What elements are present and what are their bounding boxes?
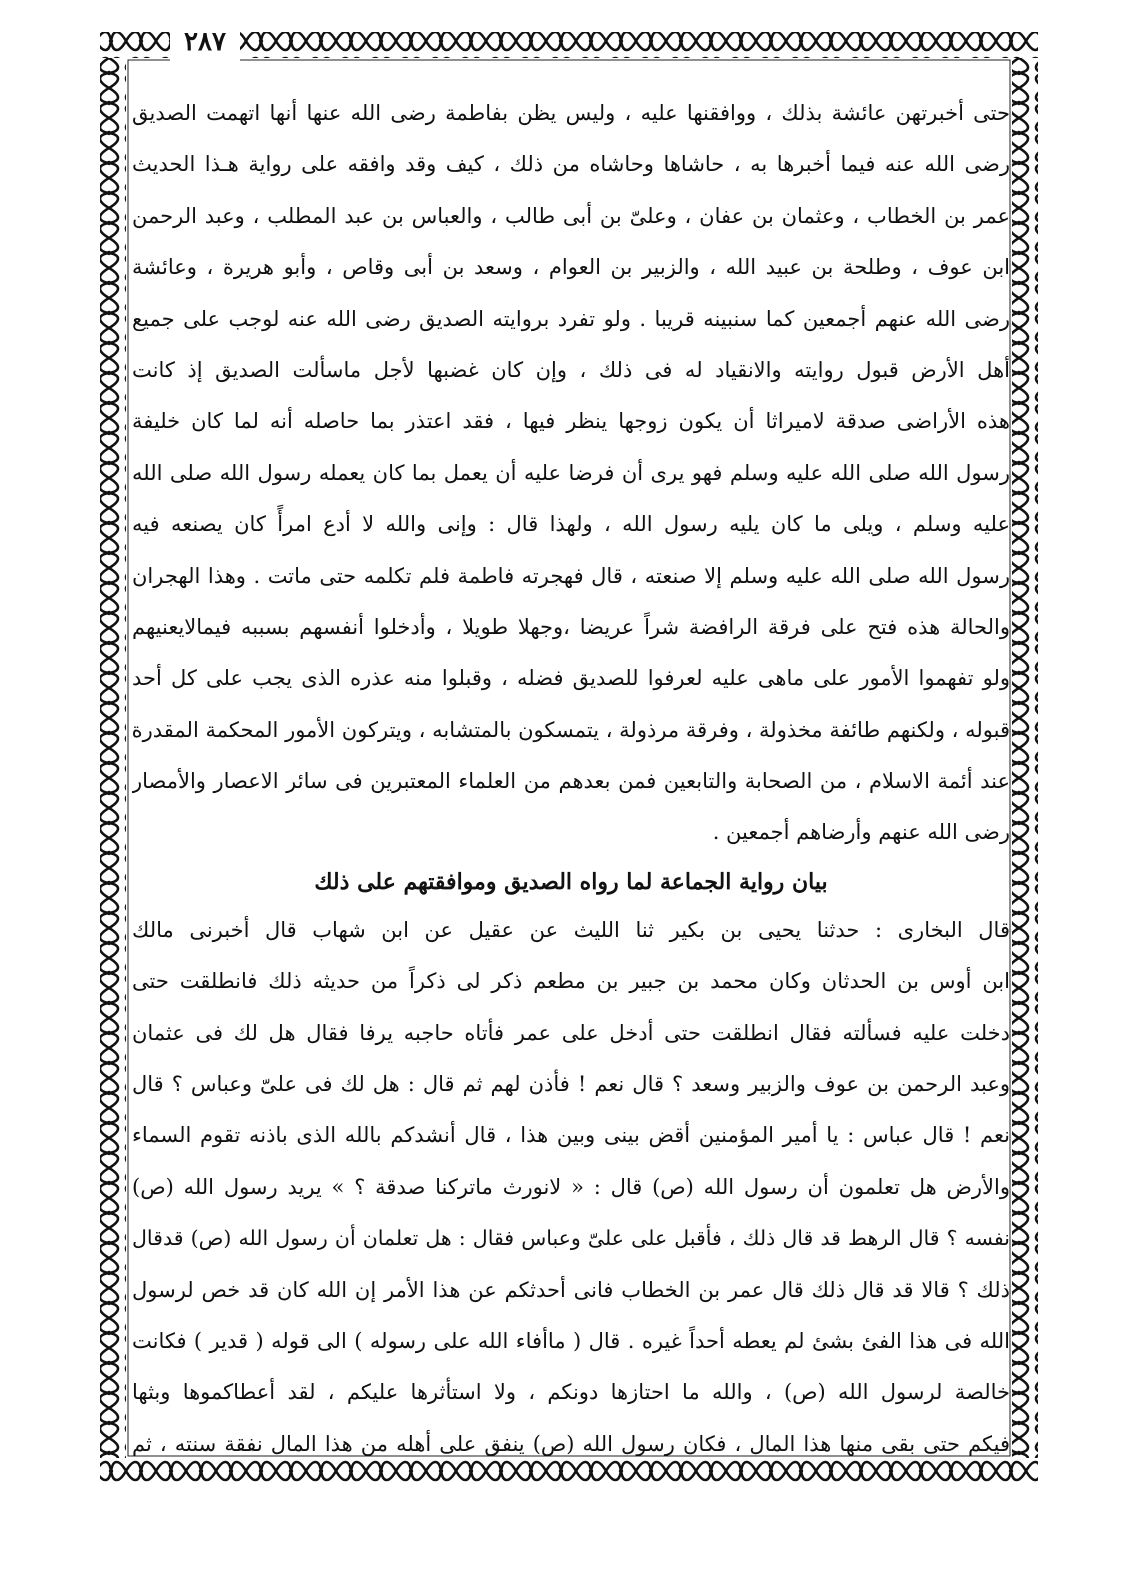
text-line: رسول الله صلى الله عليه وسلم فهو يرى أن فرضا عليه أن يعمل بما كان يعمله رسول الله صلى الله (132, 460, 1010, 485)
paragraph-2 (132, 905, 1010, 1470)
paragraph-1 (132, 88, 1010, 859)
text-line: هذه الأراضى صدقة لاميراثا أن يكون زوجها ينظر فيها ، فقد اعتذر بما حاصله أنه لما كان خليفة (132, 409, 1010, 434)
text-line: فيكم حتى بقى منها هذا المال ، فكان رسول الله (ص) ينفق على أهله من هذا المال نفقة سنته ، ثم (132, 1431, 1010, 1456)
text-line: الله فى هذا الفئ بشئ لم يعطه أحداً غيره . قال ( ماأفاء الله على رسوله ) الى قوله ( قدير ) فكانت (132, 1328, 1010, 1353)
text-line: رسول الله صلى الله عليه وسلم إلا صنعته ، قال فهجرته فاطمة فلم تكلمه حتى ماتت . وهذا الهجران (132, 563, 1010, 588)
text-line: نعم ! قال عباس : يا أمير المؤمنين أقض بينى وبين هذا ، قال أنشدكم بالله الذى باذنه تقوم السماء (132, 1123, 1010, 1148)
text-line: رضى الله عنهم وأرضاهم أجمعين . (712, 820, 1010, 845)
text-line: نفسه ؟ قال الرهط قد قال ذلك ، فأقبل على علىّ وعباس فقال : هل تعلمان أن رسول الله (ص) قدقال (132, 1226, 1010, 1251)
text-line: وعبد الرحمن بن عوف والزبير وسعد ؟ قال نعم ! فأذن لهم ثم قال : هل لك فى علىّ وعباس ؟ قال (132, 1072, 1010, 1097)
section-heading: بيان رواية الجماعة لما رواه الصديق وموافقتهم على ذلك (314, 868, 828, 895)
text-line: خالصة لرسول الله (ص) ، والله ما احتازها دونكم ، ولا استأثرها عليكم ، لقد أعطاكموها وبثها (132, 1380, 1010, 1405)
text-line: ذلك ؟ قالا قد قال ذلك قال عمر بن الخطاب فانى أحدثكم عن هذا الأمر إن الله كان قد خص لرسول (132, 1277, 1010, 1302)
text-line: قبوله ، ولكنهم طائفة مخذولة ، وفرقة مرذولة ، يتمسكون بالمتشابه ، ويتركون الأمور المحكمة المقدرة (132, 717, 1010, 742)
text-line: عليه وسلم ، ويلى ما كان يليه رسول الله ، ولهذا قال : وإنى والله لا أدع امرأً كان يصنعه فيه (132, 512, 1010, 537)
text-line: دخلت عليه فسألته فقال انطلقت حتى أدخل على عمر فأتاه حاجبه يرفا فقال هل لك فى عثمان (132, 1020, 1010, 1045)
text-line: أهل الأرض قبول روايته والانقياد له فى ذلك ، وإن كان غضبها لأجل ماسألت الصديق إذ كانت (132, 357, 1010, 382)
text-line: قال البخارى : حدثنا يحيى بن بكير ثنا الليث عن عقيل عن ابن شهاب قال أخبرنى مالك (132, 917, 1010, 942)
text-line: ابن عوف ، وطلحة بن عبيد الله ، والزبير بن العوام ، وسعد بن أبى وقاص ، وأبو هريرة ، وعائشة (132, 255, 1010, 280)
text-line: عند أئمة الاسلام ، من الصحابة والتابعين فمن بعدهم من العلماء المعتبرين فى سائر الاعصار والأمصار (132, 769, 1010, 794)
text-line: ابن أوس بن الحدثان وكان محمد بن جبير بن مطعم ذكر لى ذكراً من حديثه ذلك فانطلقت حتى (132, 969, 1010, 994)
text-line: ولو تفهموا الأمور على ماهى عليه لعرفوا للصديق فضله ، وقبلوا منه عذره الذى يجب على كل أحد (132, 666, 1010, 691)
page-number: ٢٨٧ (170, 22, 240, 62)
text-line: رضى الله عنهم أجمعين كما سنبينه قريبا . ولو تفرد بروايته الصديق رضى الله عنه لوجب على جميع (132, 306, 1010, 331)
text-line: والحالة هذه فتح على فرقة الرافضة شراً عريضا ،وجهلا طويلا ، وأدخلوا أنفسهم بسببه فيمالايعنيهم (132, 614, 1010, 639)
page-text (132, 88, 1010, 1458)
text-line: عمر بن الخطاب ، وعثمان بن عفان ، وعلىّ بن أبى طالب ، والعباس بن عبد المطلب ، وعبد الرحمن (132, 203, 1010, 228)
text-line: حتى أخبرتهن عائشة بذلك ، ووافقنها عليه ، وليس يظن بفاطمة رضى الله عنها أنها اتهمت الصديق (132, 101, 1010, 125)
text-line: رضى الله عنه فيما أخبرها به ، حاشاها وحاشاه من ذلك ، كيف وقد وافقه على رواية هـذا الحديث (132, 152, 1010, 177)
text-line: والأرض هل تعلمون أن رسول الله (ص) قال : « لانورث ماتركنا صدقة ؟ » يريد رسول الله (ص) (132, 1174, 1010, 1199)
